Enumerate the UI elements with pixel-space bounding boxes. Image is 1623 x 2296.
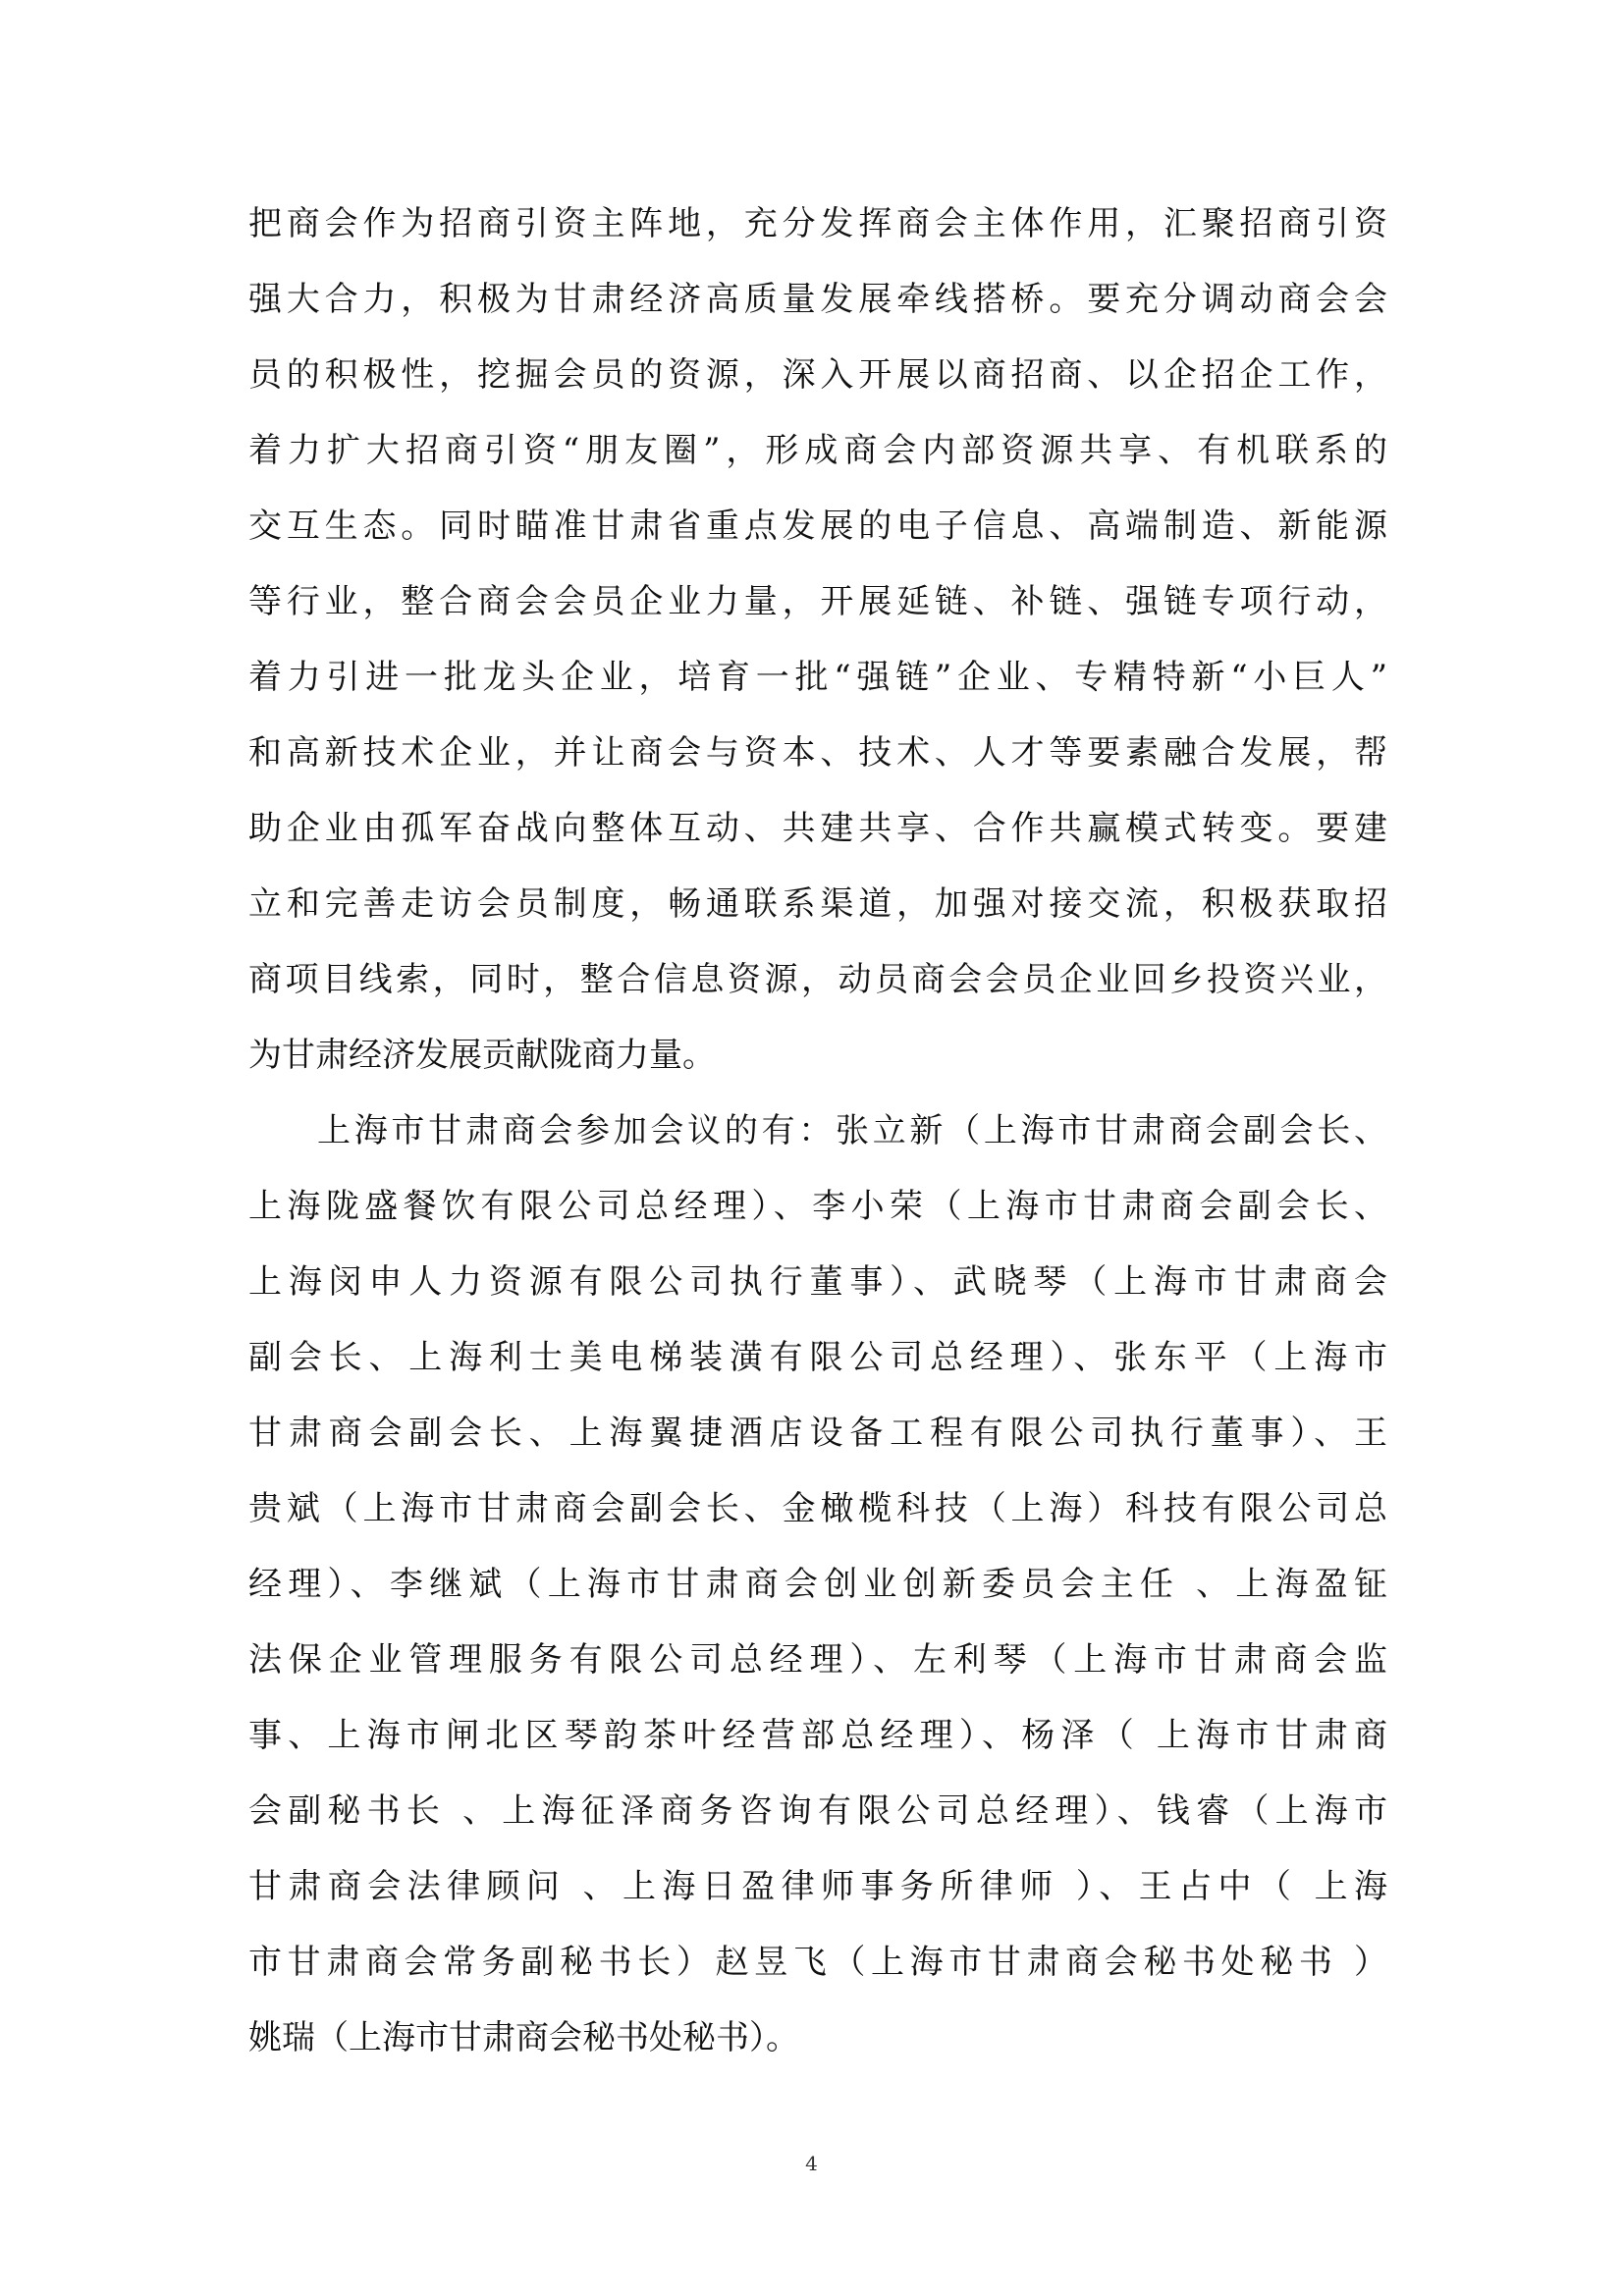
paragraph-line: 等行业，整合商会会员企业力量，开展延链、补链、强链专项行动， [248, 582, 1387, 621]
paragraph-line: 着力扩大招商引资“朋友圈”，形成商会内部资源共享、有机联系的 [248, 431, 1387, 470]
paragraph-line: 上海陇盛餐饮有限公司总经理）、李小荣（上海市甘肃商会副会长、 [248, 1187, 1387, 1226]
paragraph-1 [248, 187, 1387, 1094]
paragraph-line: 着力引进一批龙头企业，培育一批“强链”企业、专精特新“小巨人” [248, 658, 1387, 697]
paragraph-line: 甘肃商会法律顾问 、上海日盈律师事务所律师 ）、王占中（ 上海 [248, 1867, 1387, 1906]
paragraph-line: 市甘肃商会常务副秘书长）赵昱飞（上海市甘肃商会秘书处秘书 ） [248, 1943, 1387, 1982]
body-text [248, 187, 1387, 2076]
paragraph-line: 副会长、上海利士美电梯装潢有限公司总经理）、张东平（上海市 [248, 1338, 1387, 1377]
paragraph-line: 商项目线索，同时，整合信息资源，动员商会会员企业回乡投资兴业， [248, 960, 1387, 999]
paragraph-line: 助企业由孤军奋战向整体互动、共建共享、合作共赢模式转变。要建 [248, 809, 1387, 848]
paragraph-line: 和高新技术企业，并让商会与资本、技术、人才等要素融合发展，帮 [248, 733, 1387, 773]
paragraph-2 [248, 1094, 1387, 2076]
paragraph-line: 上海市甘肃商会参加会议的有：张立新（上海市甘肃商会副会长、 [317, 1111, 1387, 1150]
page-number: 4 [805, 2152, 818, 2175]
paragraph-line: 甘肃商会副会长、上海翼捷酒店设备工程有限公司执行董事）、王 [248, 1414, 1387, 1453]
paragraph-line: 会副秘书长 、上海征泽商务咨询有限公司总经理）、钱睿（上海市 [248, 1791, 1387, 1831]
paragraph-line: 把商会作为招商引资主阵地，充分发挥商会主体作用，汇聚招商引资 [248, 204, 1387, 243]
paragraph-line: 上海闵申人力资源有限公司执行董事）、武晓琴（上海市甘肃商会 [248, 1262, 1387, 1302]
paragraph-line: 为甘肃经济发展贡献陇商力量。 [248, 1036, 716, 1075]
paragraph-line: 贵斌（上海市甘肃商会副会长、金橄榄科技（上海）科技有限公司总 [248, 1489, 1387, 1528]
paragraph-line: 姚瑞（上海市甘肃商会秘书处秘书）。 [248, 2018, 799, 2057]
paragraph-line: 员的积极性，挖掘会员的资源，深入开展以商招商、以企招企工作， [248, 355, 1387, 395]
paragraph-line: 事、上海市闸北区琴韵茶叶经营部总经理）、杨泽（ 上海市甘肃商 [248, 1716, 1387, 1755]
paragraph-line: 经理）、李继斌（上海市甘肃商会创业创新委员会主任 、上海盈钲 [248, 1565, 1387, 1604]
paragraph-line: 法保企业管理服务有限公司总经理）、左利琴（上海市甘肃商会监 [248, 1640, 1387, 1680]
paragraph-line: 强大合力，积极为甘肃经济高质量发展牵线搭桥。要充分调动商会会 [248, 280, 1387, 319]
paragraph-line: 立和完善走访会员制度，畅通联系渠道，加强对接交流，积极获取招 [248, 884, 1387, 924]
paragraph-line: 交互生态。同时瞄准甘肃省重点发展的电子信息、高端制造、新能源 [248, 507, 1387, 546]
